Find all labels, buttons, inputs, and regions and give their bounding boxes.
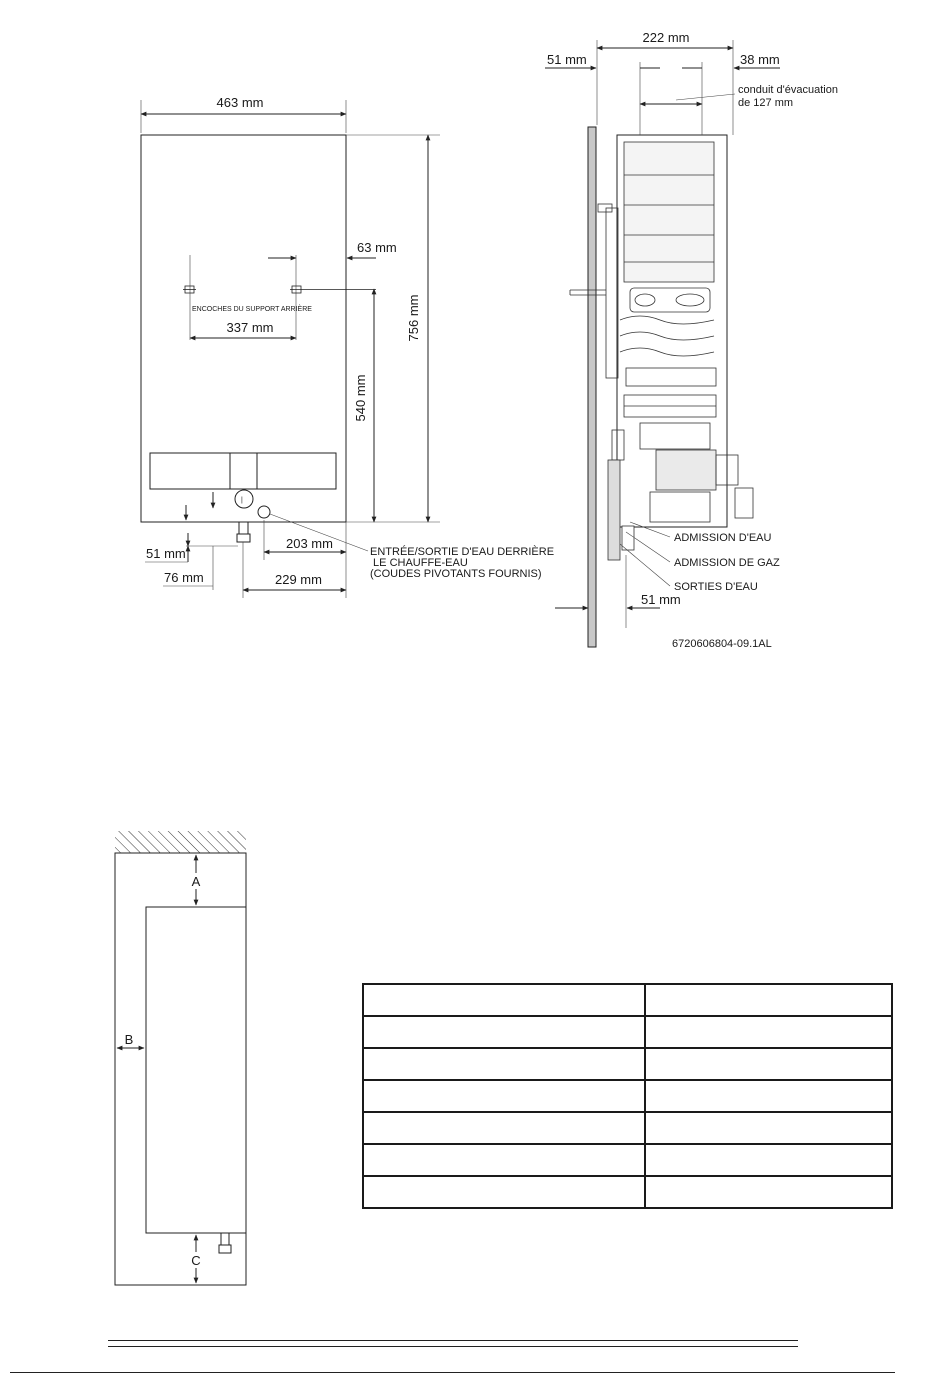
depth-dimension: 222 mm (642, 30, 690, 45)
vent-pipe (640, 60, 702, 136)
front-gap-dimension: 38 mm (740, 52, 780, 67)
control-panel (150, 453, 336, 489)
side-view (545, 30, 838, 650)
pipe-offset-dimension: 203 mm (286, 536, 333, 551)
slot-height-dimension: 540 mm (353, 374, 368, 422)
clearance-heater (146, 907, 246, 1233)
table-row (363, 1016, 892, 1048)
footer-rule-bottom (108, 1346, 798, 1347)
svg-text:|: | (241, 497, 243, 504)
water-note-line-3: (COUDES PIVOTANTS FOURNIS) (370, 568, 542, 580)
clearance-enclosure (115, 853, 246, 1285)
wall-section (588, 127, 596, 647)
table-row (363, 1080, 892, 1112)
clearance-fitting-icon (219, 1233, 231, 1253)
water-note-line-2: LE CHAUFFE-EAU (370, 557, 468, 569)
right-offset-dimension: 229 mm (275, 572, 322, 587)
clearance-view (115, 831, 246, 1285)
reference-code: 6720606804-09.1AL (672, 638, 772, 650)
footer-rule-top (108, 1340, 798, 1341)
table-row (363, 1112, 892, 1144)
ceiling-hatch (115, 831, 246, 853)
table-row (363, 1048, 892, 1080)
water-note-line-1: ENTRÉE/SORTIE D'EAU DERRIÈRE (370, 546, 555, 558)
water-inlet-label: ADMISSION D'EAU (674, 532, 772, 544)
water-fitting-icon (237, 522, 250, 542)
wall-gap-dimension: 51 mm (547, 52, 587, 67)
bottom-offset-dimension: 51 mm (146, 546, 186, 561)
vent-note-line-1: conduit d'évacuation (738, 84, 838, 96)
front-view (141, 95, 554, 598)
table-row (363, 984, 892, 1016)
gas-inlet-label: ADMISSION DE GAZ (674, 557, 780, 569)
side-offset-dimension: 63 mm (357, 240, 397, 255)
heater-internals (570, 142, 753, 522)
clearance-label-b: B (124, 1032, 134, 1047)
clearance-label-a: A (191, 874, 201, 889)
clearance-label-c: C (191, 1253, 201, 1268)
water-pipe (608, 460, 620, 560)
width-dimension: 463 mm (216, 95, 264, 110)
table-row (363, 1176, 892, 1208)
slots-caption: ENCOCHES DU SUPPORT ARRIÈRE (192, 306, 312, 313)
bottom-gap-dimension: 51 mm (641, 592, 681, 607)
vent-note-line-2: de 127 mm (738, 97, 794, 109)
clearance-table (362, 983, 893, 1209)
water-outlet-label: SORTIES D'EAU (674, 581, 758, 593)
height-dimension: 756 mm (406, 294, 421, 342)
left-offset-dimension: 76 mm (164, 570, 204, 585)
table-row (363, 1144, 892, 1176)
slot-spacing-dimension: 337 mm (226, 320, 274, 335)
page-bottom-rule (10, 1372, 895, 1373)
